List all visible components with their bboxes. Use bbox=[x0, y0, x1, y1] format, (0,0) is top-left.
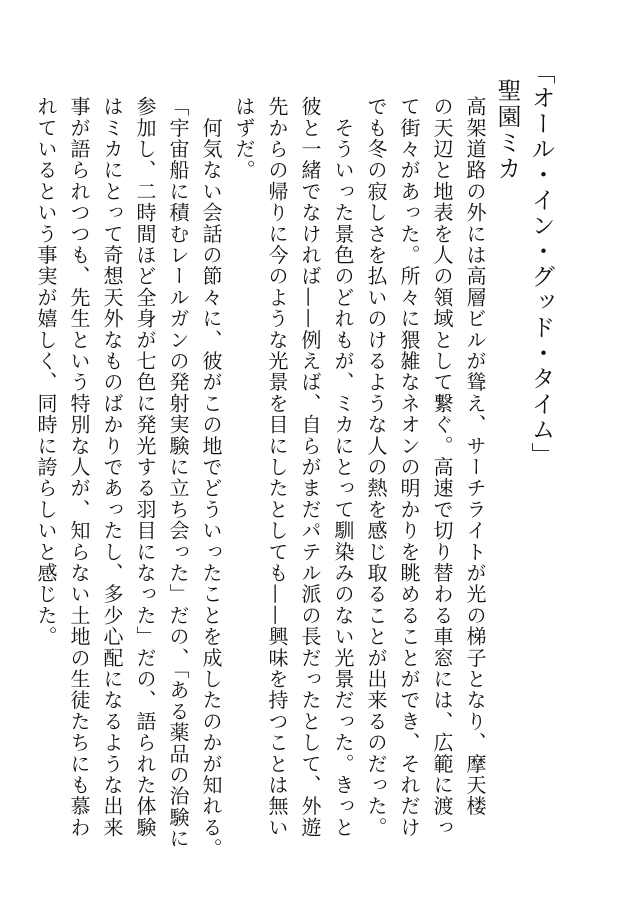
body-line: はミカにとって奇想天外なものばかりであったし、多少心配になるような出来 bbox=[100, 96, 124, 838]
heading bbox=[490, 60, 558, 660]
body-line: 参加し、二時間ほど全身が七色に発光する羽目になった」だの、語られた体験 bbox=[133, 96, 157, 838]
body-line: 事が語られつつも、先生という特別な人が、知らない土地の生徒たちにも慕わ bbox=[67, 96, 91, 838]
body-line: そういった景色のどれもが、ミカにとって馴染みのない光景だった。きっと bbox=[331, 96, 355, 838]
author-name: 聖園ミカ bbox=[493, 78, 521, 182]
body-line: 先からの帰りに今のような光景を目にしたとしても——興味を持つことは無い bbox=[265, 96, 289, 838]
body-line: 高架道路の外には高層ビルが聳え、サーチライトが光の梯子となり、摩天楼 bbox=[463, 96, 487, 817]
body-line: て街々があった。所々に猥雑なネオンの明かりを眺めることができ、それだけ bbox=[397, 96, 421, 838]
body-text bbox=[26, 96, 488, 860]
body-line: はずだ。 bbox=[232, 96, 256, 181]
body-line: 「宇宙船に積むレールガンの発射実験に立ち会った」だの、「ある薬品の治験に bbox=[166, 96, 190, 850]
body-line: 彼と一緒でなければ——例えば、自らがまだパテル派の長だったとして、外遊 bbox=[298, 96, 322, 838]
body-line: の天辺と地表を人の領域として繋ぐ。高速で切り替わる車窓には、広範に渡っ bbox=[430, 96, 454, 839]
chapter-title: 「オール・イン・グッド・タイム」 bbox=[527, 60, 555, 468]
body-line: れているという事実が嬉しく、同時に誇らしいと感じた。 bbox=[34, 96, 58, 648]
body-line: でも冬の寂しさを払いのけるような人の熱を感じ取ることが出来るのだった。 bbox=[364, 96, 388, 838]
body-line: 何気ない会話の節々に、彼がこの地でどういったことを成したのかが知れる。 bbox=[199, 96, 223, 860]
